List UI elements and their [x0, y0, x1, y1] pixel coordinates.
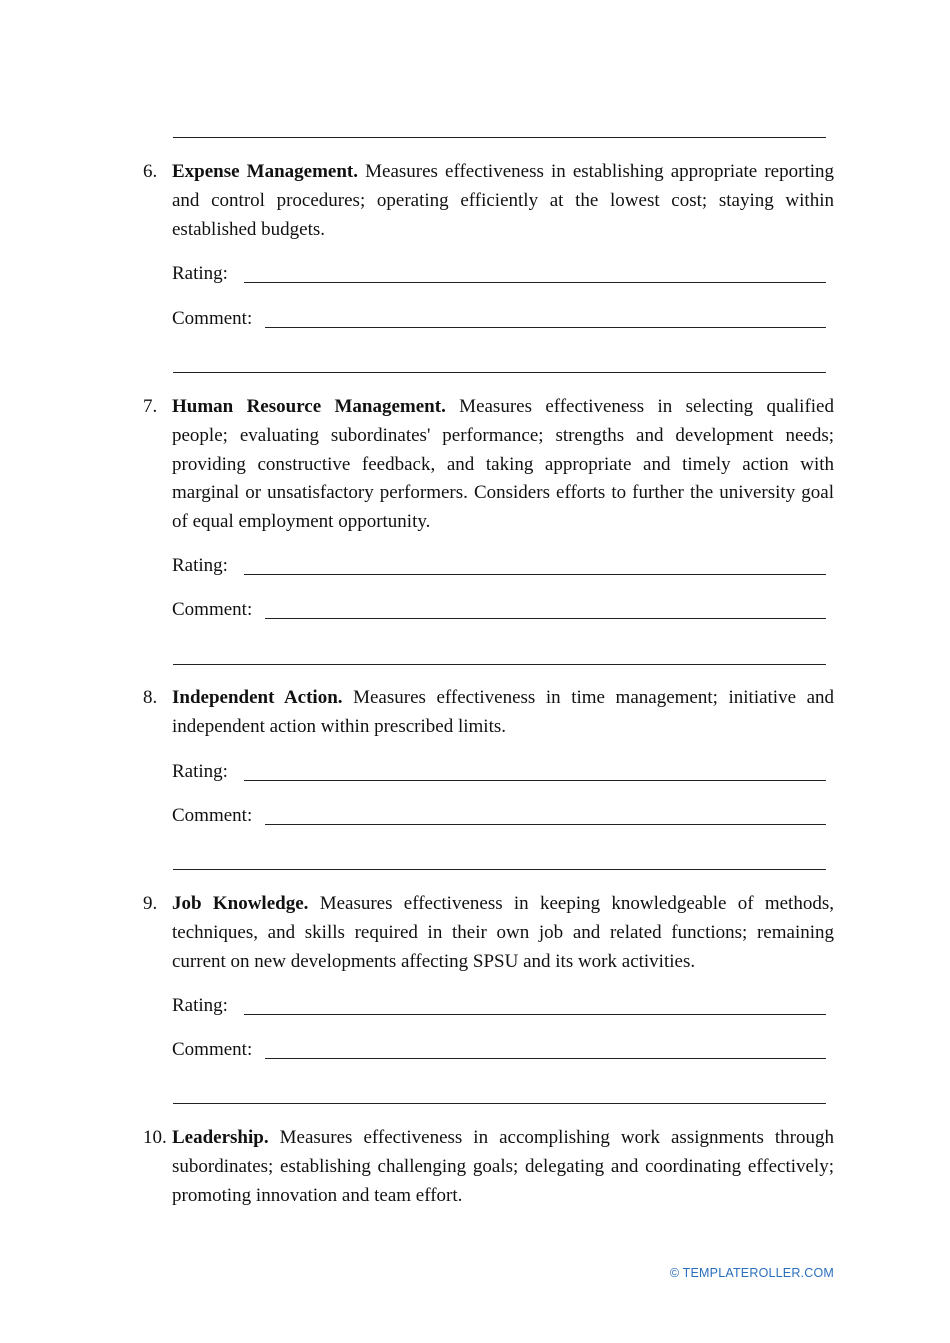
- item-title: Expense Management.: [172, 161, 359, 182]
- comment-input-line[interactable]: [265, 618, 826, 619]
- item-title: Job Knowledge.: [172, 893, 309, 914]
- comment-continuation-line[interactable]: [173, 1103, 826, 1104]
- item-number: 6.: [143, 161, 158, 182]
- rating-field-9[interactable]: [172, 992, 826, 1020]
- comment-label: Comment:: [172, 308, 253, 329]
- comment-field-9[interactable]: [172, 1036, 826, 1064]
- rating-label: Rating:: [172, 761, 228, 782]
- comment-input-line[interactable]: [265, 824, 826, 825]
- comment-input-line[interactable]: [265, 1058, 826, 1059]
- comment-field-6[interactable]: [172, 305, 826, 333]
- rating-label: Rating:: [172, 263, 228, 284]
- comment-label: Comment:: [172, 1039, 253, 1060]
- item-description: Measures effectiveness in establishing appropriate reporting and control procedures; operating efficiently at the lowest cost; staying within established budgets.: [172, 161, 834, 240]
- rating-input-line[interactable]: [244, 282, 826, 283]
- comment-label: Comment:: [172, 805, 253, 826]
- item-number: 10.: [143, 1127, 167, 1148]
- item-text: [172, 1124, 834, 1210]
- item-description: Measures effectiveness in time management; initiative and independent action within prescribed limits.: [172, 687, 835, 737]
- rating-input-line[interactable]: [244, 1014, 826, 1015]
- item-description: Measures effectiveness in keeping knowledgeable of methods, techniques, and skills required in their own job and related functions; remaining current on new developments affecting SPSU and its work activities.: [172, 893, 834, 972]
- item-description: Measures effectiveness in selecting qualified people; evaluating subordinates' performance; strengths and development needs; providing constructive feedback, and taking appropriate and timely action with marginal or unsatisfactory performers. Considers efforts to further the university goal of equal employment opportunity.: [172, 396, 834, 533]
- comment-continuation-line[interactable]: [173, 372, 826, 373]
- comment-label: Comment:: [172, 599, 253, 620]
- comment-continuation-line[interactable]: [173, 137, 826, 138]
- item-number: 7.: [143, 396, 158, 417]
- item-description: Measures effectiveness in accomplishing work assignments through subordinates; establishing challenging goals; delegating and coordinating effectively; promoting innovation and team effort.: [172, 1127, 835, 1206]
- rating-field-8[interactable]: [172, 758, 826, 786]
- comment-field-7[interactable]: [172, 596, 826, 624]
- rating-input-line[interactable]: [244, 574, 826, 575]
- item-text: [172, 393, 834, 537]
- rating-field-7[interactable]: [172, 552, 826, 580]
- item-title: Human Resource Management.: [172, 396, 446, 417]
- item-title: Leadership.: [172, 1127, 269, 1148]
- item-text: [172, 890, 834, 976]
- comment-continuation-line[interactable]: [173, 664, 826, 665]
- item-number: 8.: [143, 687, 158, 708]
- comment-continuation-line[interactable]: [173, 869, 826, 870]
- item-title: Independent Action.: [172, 687, 343, 708]
- rating-label: Rating:: [172, 995, 228, 1016]
- rating-label: Rating:: [172, 555, 228, 576]
- rating-field-6[interactable]: [172, 260, 826, 288]
- comment-field-8[interactable]: [172, 802, 826, 830]
- item-number: 9.: [143, 893, 158, 914]
- item-text: [172, 684, 834, 742]
- comment-input-line[interactable]: [265, 327, 826, 328]
- item-text: [172, 158, 834, 244]
- rating-input-line[interactable]: [244, 780, 826, 781]
- footer-copyright-link[interactable]: © TEMPLATEROLLER.COM: [669, 1266, 834, 1280]
